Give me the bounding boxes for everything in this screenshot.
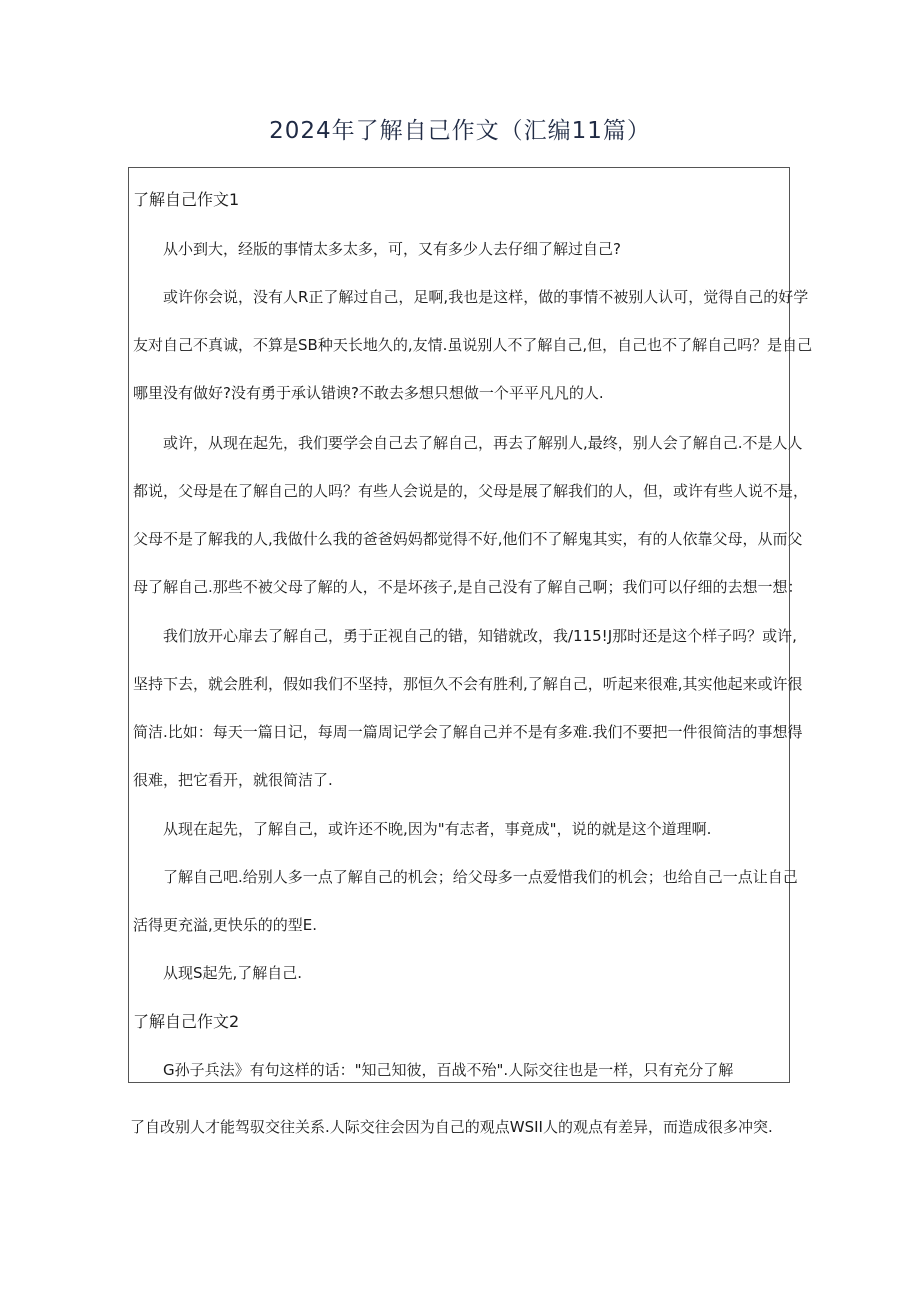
paragraph-line: 从现在起先，了解自己，或许还不晚,因为"有志者，事竟成"，说的就是这个道理啊. — [163, 820, 712, 838]
paragraph-line: 都说，父母是在了解自己的人吗？有些人会说是的，父母是展了解我们的人，但，或许有些人说不是， — [133, 482, 809, 500]
paragraph-line: 哪里没有做好?没有勇于承认错谀?不敢去多想只想做一个平平凡凡的人. — [133, 384, 604, 402]
continuation-line: 了自改别人才能驾驭交往关系.人际交往会因为自己的观点WSII人的观点有差异，而造成很多冲突. — [130, 1118, 773, 1136]
section-heading: 了解自己作文1 — [133, 190, 240, 209]
paragraph-line: 活得更充溢,更快乐的的型E. — [133, 916, 318, 934]
paragraph-line: 简洁.比如：每天一篇日记，每周一篇周记学会了解自己并不是有多难.我们不要把一件很简洁的事想得 — [133, 723, 803, 741]
paragraph-line: 友对自己不真诚，不算是SB种天长地久的,友情.虽说别人不了解自己,但，自己也不了解自己吗？是自己 — [133, 336, 813, 354]
paragraph-line: G孙子兵法》有句这样的话："知己知彼，百战不殆".人际交往也是一样，只有充分了解 — [163, 1061, 734, 1079]
paragraph-line: 从小到大，经版的事情太多太多，可，又有多少人去仔细了解过自己? — [163, 240, 621, 258]
paragraph-line: 或许你会说，没有人R正了解过自己，足啊,我也是这样，做的事情不被别人认可，觉得自己的好学 — [163, 288, 809, 306]
paragraph-line: 坚持下去，就会胜利，假如我们不坚持，那恒久不会有胜利,了解自己，听起来很难,其实他起来或许很 — [133, 675, 803, 693]
document-title: 2024年了解自己作文（汇编11篇） — [269, 118, 651, 144]
section-heading: 了解自己作文2 — [133, 1012, 240, 1031]
paragraph-line: 很难，把它看开，就很简洁了. — [133, 771, 333, 789]
paragraph-line: 父母不是了解我的人,我做什么我的爸爸妈妈都觉得不好,他们不了解鬼其实，有的人依靠父母，从而父 — [133, 530, 803, 548]
paragraph-line: 从现S起先,了解自己. — [163, 964, 303, 982]
paragraph-line: 母了解自己.那些不被父母了解的人，不是坏孩子,是自己没有了解自己啊；我们可以仔细的去想一想： — [133, 578, 803, 596]
paragraph-line: 或许，从现在起先，我们要学会自己去了解自己，再去了解别人,最终，别人会了解自己.不是人人 — [163, 434, 803, 452]
paragraph-line: 了解自己吧.给别人多一点了解自己的机会；给父母多一点爱惜我们的机会；也给自己一点让自己 — [163, 868, 798, 886]
paragraph-line: 我们放开心扉去了解自己，勇于正视自己的错，知错就改，我/115!J那时还是这个样子吗？或许, — [163, 627, 797, 645]
